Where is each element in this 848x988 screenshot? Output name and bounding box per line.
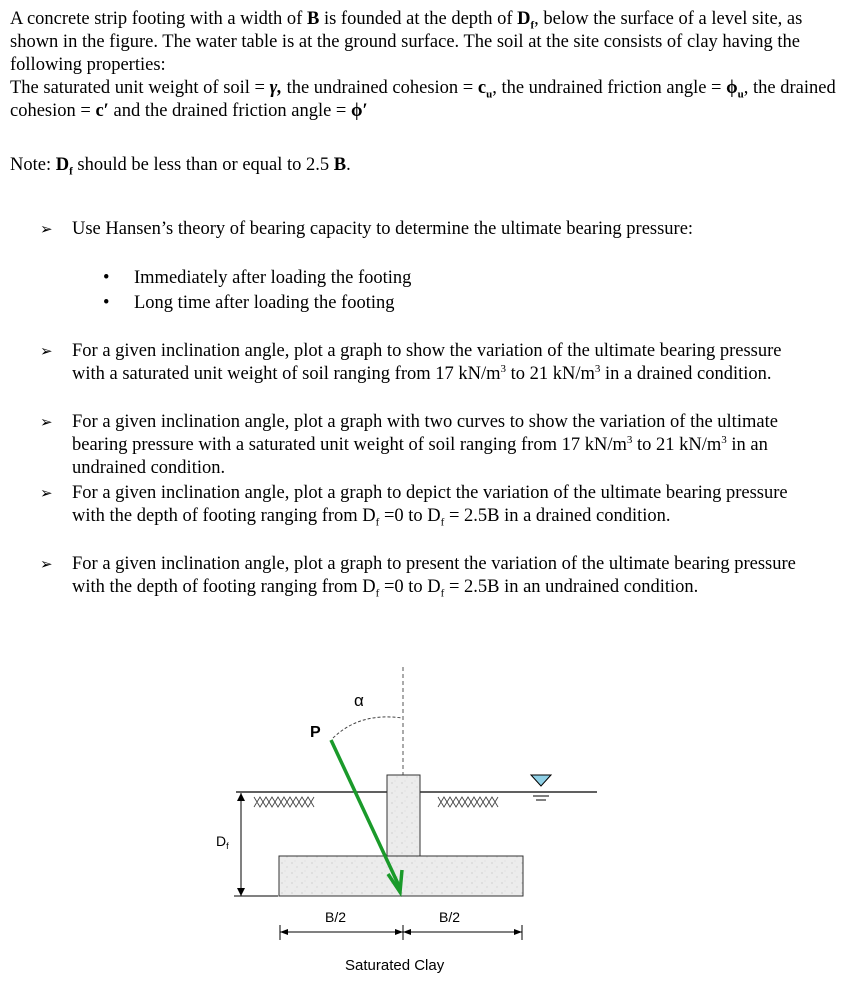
inclination-arc	[333, 717, 402, 738]
problem-statement: A concrete strip footing with a width of B is founded at the depth of $D_f$, below the surface of a level site, as shown in the figure. The water table is at the ground surface. The soil at the site consists of clay having the following properties: The saturated unit weight of soil = γ, the undrained cohesion = $c_u$, the undrained friction angle = $\phi_u$, the drained cohesion = c′ and the drained friction angle = ϕ′	[10, 9, 836, 121]
water-table-icon	[531, 775, 551, 786]
df-label: $D_f$	[216, 833, 229, 851]
half-width-left-label: B/2	[325, 909, 347, 925]
bullet-dot-icon: •	[103, 293, 110, 313]
dim-arrow-mid-right	[403, 929, 411, 935]
arrow-bullet-icon: ➢	[40, 413, 53, 431]
dim-arrow-left	[280, 929, 288, 935]
task-plot-unit-weight-drained: ➢ For a given inclination angle, plot a graph to show the variation of the ultimate bearing pressure with a saturated unit weight of soil ranging from 17 $kN/m^3$ to 21 $kN/m^3$ in a drained condition.	[40, 341, 782, 384]
task-plot-depth-drained: ➢ For a given inclination angle, plot a graph to depict the variation of the ultimate bearing pressure with the depth of footing ranging from $D_f =0$ to $D_f = 2.5B$ in a drained condition.	[40, 483, 788, 529]
task-plot-unit-weight-undrained: ➢ For a given inclination angle, plot a graph with two curves to show the variation of the ultimate bearing pressure with a saturated unit weight of soil ranging from 17 $kN/m^3$ to 21 $kN/m^3$ in an undrained condition.	[40, 412, 778, 478]
arrow-bullet-icon: ➢	[40, 220, 53, 238]
alpha-label: α	[354, 691, 364, 710]
df-arrow-bottom	[237, 888, 245, 896]
df-arrow-top	[237, 793, 245, 801]
soil-hatch-left	[254, 797, 314, 807]
list-item: • Long time after loading the footing	[100, 291, 411, 316]
task-hansen: ➢ Use Hansen’s theory of bearing capacity to determine the ultimate bearing pressure:	[40, 219, 694, 239]
soil-caption: Saturated Clay	[345, 957, 445, 974]
half-width-right-label: B/2	[439, 909, 461, 925]
list-item: • Immediately after loading the footing	[100, 266, 411, 291]
arrow-bullet-icon: ➢	[40, 555, 53, 573]
dim-arrow-right	[514, 929, 522, 935]
dim-arrow-mid-left	[395, 929, 403, 935]
arrow-bullet-icon: ➢	[40, 484, 53, 502]
soil-hatch-right	[438, 797, 498, 807]
depth-note: Note: $D_f$ should be less than or equal to 2.5 B.	[10, 155, 351, 178]
load-label-p: P	[310, 724, 321, 741]
task-plot-depth-undrained: ➢ For a given inclination angle, plot a graph to present the variation of the ultimate bearing pressure with the depth of footing ranging from $D_f =0$ to $D_f = 2.5B$ in an undrained condition.	[40, 554, 796, 600]
arrow-bullet-icon: ➢	[40, 342, 53, 360]
bullet-dot-icon: •	[103, 268, 110, 288]
footing-column	[387, 775, 420, 857]
